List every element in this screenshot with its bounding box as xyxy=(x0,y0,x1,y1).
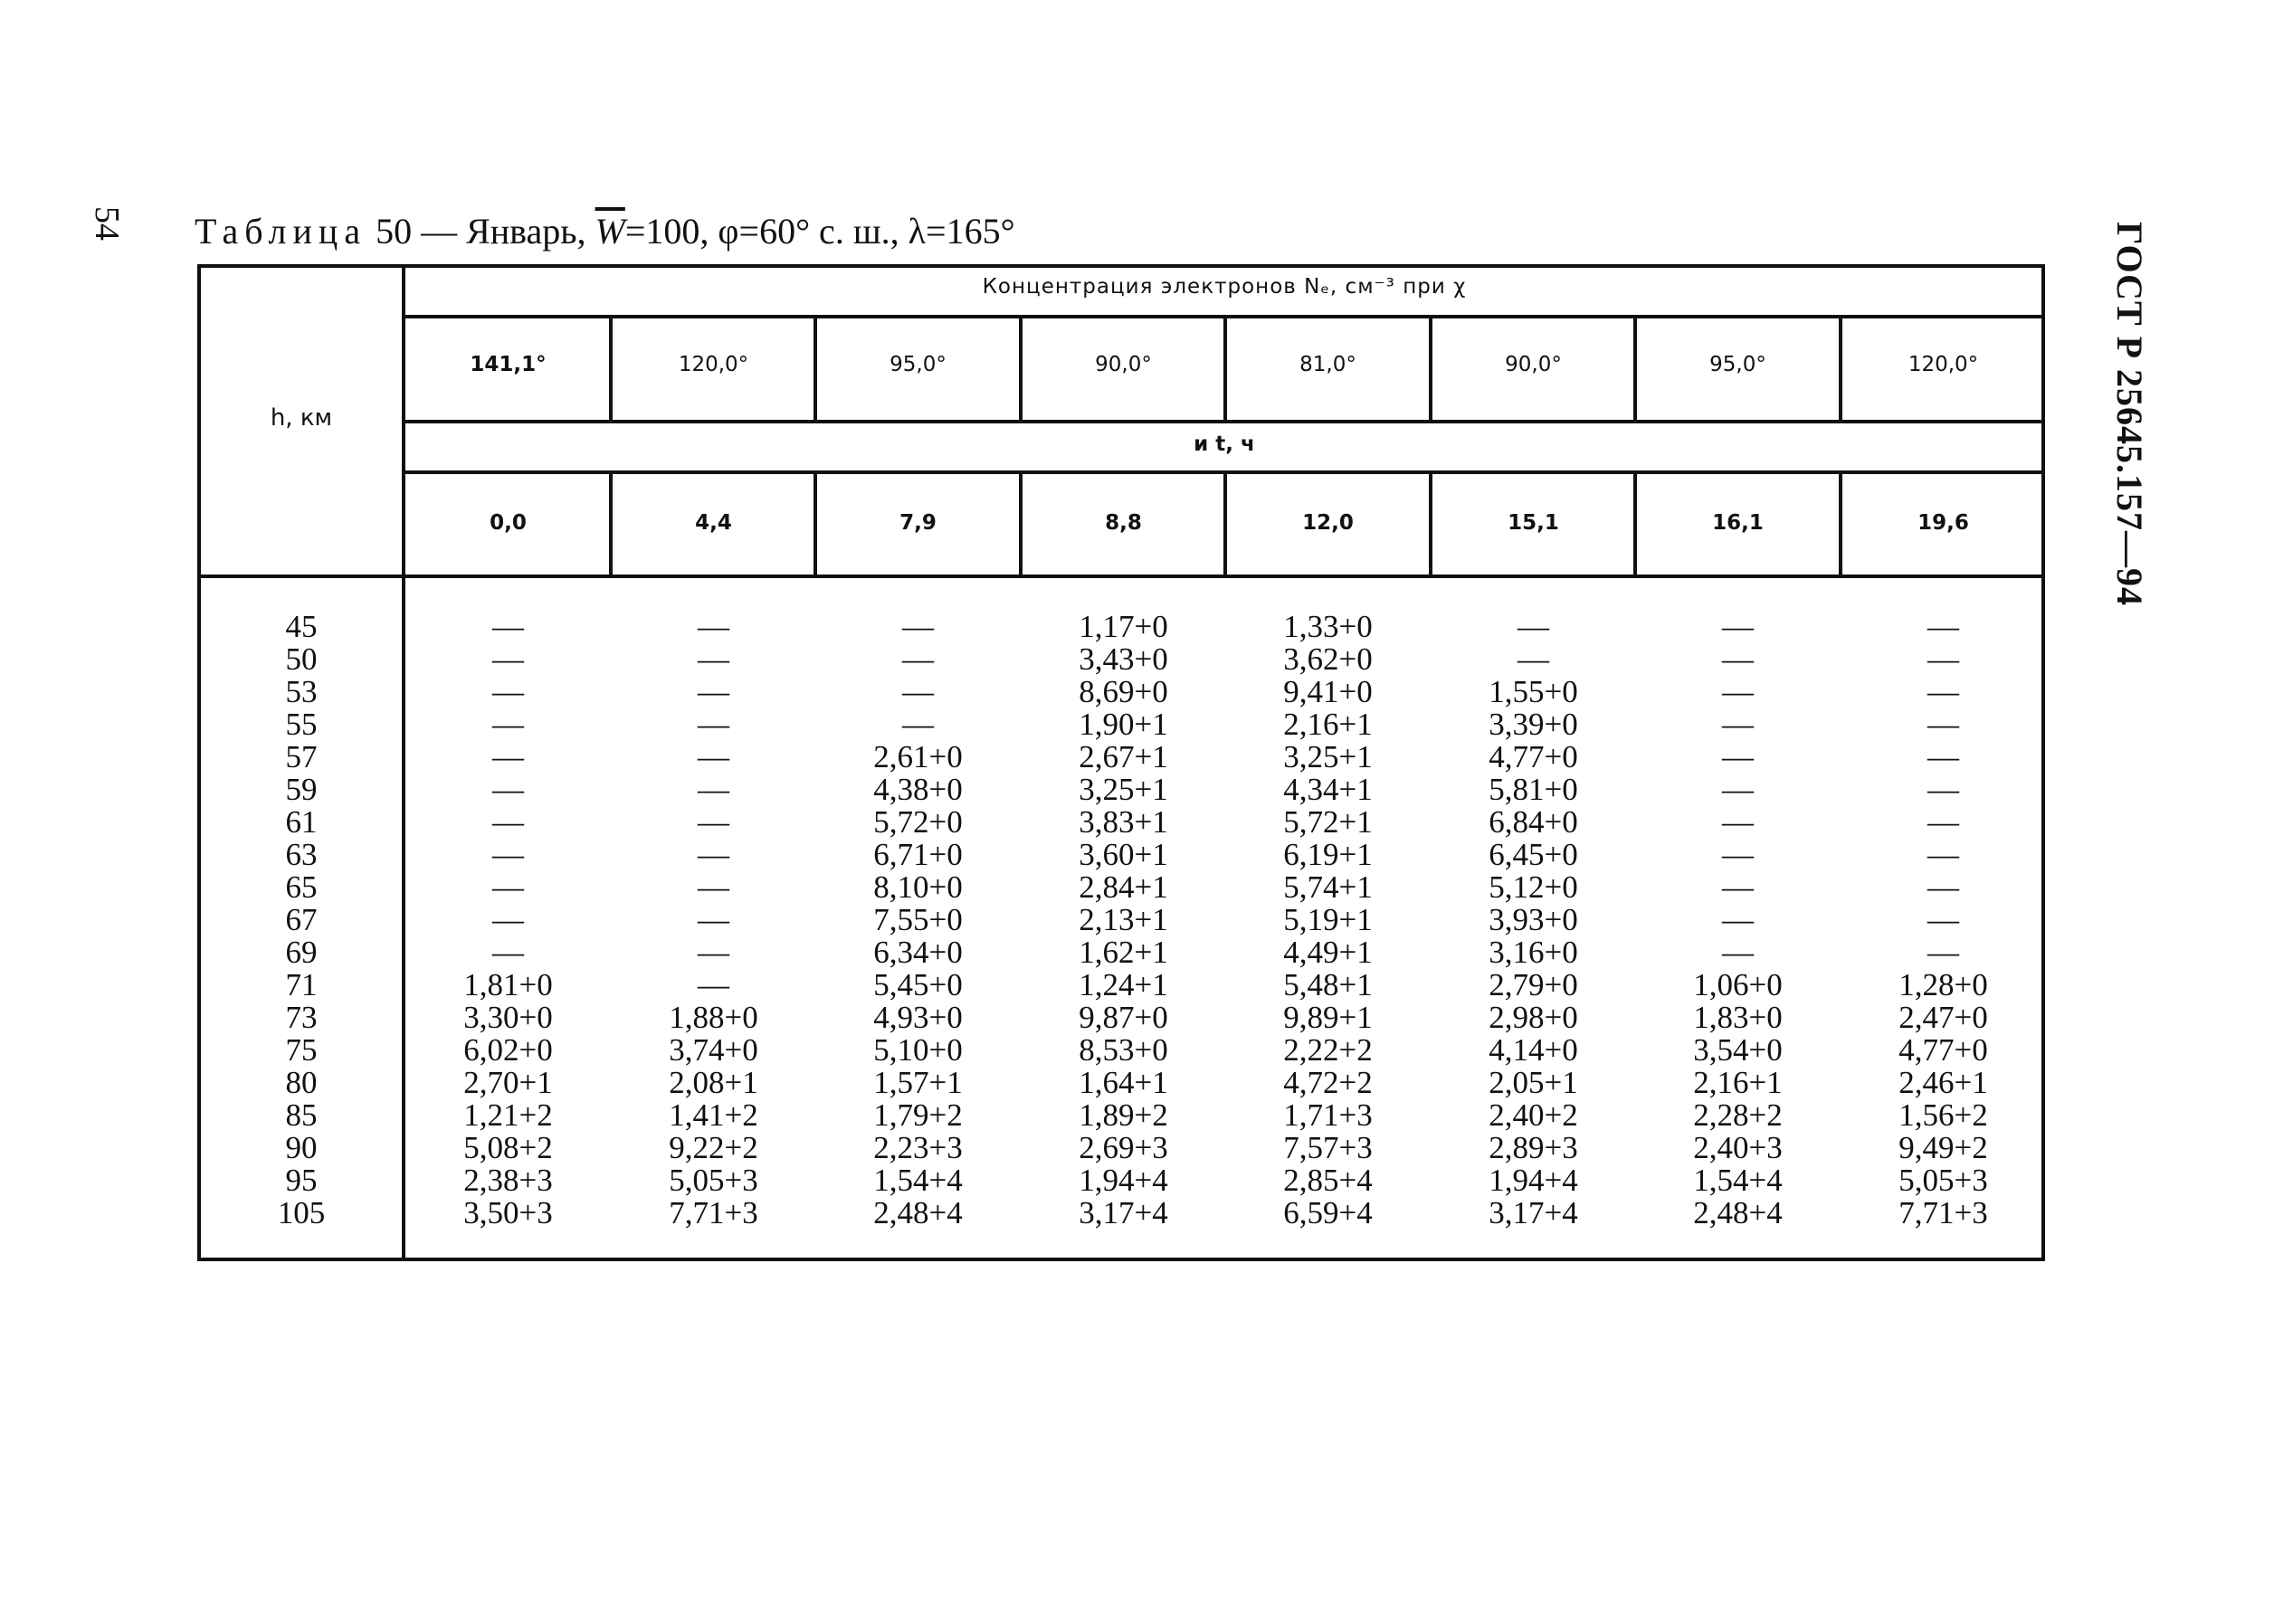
table-cell: — xyxy=(1518,609,1549,644)
table-cell: 2,48+4 xyxy=(1693,1195,1783,1230)
table-cell: 9,89+1 xyxy=(1283,1000,1373,1035)
table-cell: 3,50+3 xyxy=(463,1195,553,1230)
table-cell: 7,57+3 xyxy=(1283,1130,1373,1165)
table-cell: 6,84+0 xyxy=(1489,804,1578,840)
table-cell: — xyxy=(698,869,729,905)
data-column xyxy=(1021,611,1226,1230)
table-cell: 4,93+0 xyxy=(873,1000,963,1035)
t-header-cell: 4,4 xyxy=(695,511,732,535)
document-code: ГОСТ Р 25645.157—94 xyxy=(2109,222,2150,607)
height-cell: 53 xyxy=(285,674,318,709)
table-cell: 5,08+2 xyxy=(463,1130,553,1165)
table-cell: 6,19+1 xyxy=(1283,837,1373,872)
height-cell: 95 xyxy=(285,1163,318,1198)
table-cell: 3,25+1 xyxy=(1283,739,1373,774)
table-cell: 1,54+4 xyxy=(1693,1163,1783,1198)
table-cell: 1,89+2 xyxy=(1079,1097,1168,1133)
table-cell: — xyxy=(698,935,729,970)
height-column-header: h, км xyxy=(270,404,333,432)
caption-prefix: Таблица xyxy=(195,211,367,252)
table-cell: 2,13+1 xyxy=(1079,902,1168,937)
caption-number: 50 — Январь, xyxy=(376,211,586,252)
table-cell: — xyxy=(698,707,729,742)
table-cell: — xyxy=(1927,641,1959,677)
table-cell: — xyxy=(492,935,524,970)
table-cell: 2,70+1 xyxy=(463,1065,553,1100)
caption-params: =100, φ=60° с. ш., λ=165° xyxy=(624,211,1015,252)
table-cell: — xyxy=(698,674,729,709)
table-cell: — xyxy=(902,641,934,677)
table-cell: — xyxy=(492,674,524,709)
chi-header-cell: 81,0° xyxy=(1299,353,1356,376)
page-number: 54 xyxy=(88,206,126,241)
table-cell: — xyxy=(1722,902,1754,937)
table-cell: — xyxy=(492,707,524,742)
table-cell: 9,41+0 xyxy=(1283,674,1373,709)
height-cell: 73 xyxy=(285,1000,318,1035)
height-cell: 61 xyxy=(285,804,318,840)
table-main-header: Концентрация электронов Nₑ, см⁻³ при χ xyxy=(982,275,1467,299)
table-cell: 8,53+0 xyxy=(1079,1032,1168,1068)
table-cell: 1,06+0 xyxy=(1693,967,1783,1002)
table-cell: 7,71+3 xyxy=(669,1195,758,1230)
table-cell: 3,17+4 xyxy=(1489,1195,1578,1230)
time-header: и t, ч xyxy=(1194,432,1255,456)
table-cell: 6,59+4 xyxy=(1283,1195,1373,1230)
table-cell: 7,55+0 xyxy=(873,902,963,937)
table-cell: — xyxy=(698,772,729,807)
t-header-cell: 19,6 xyxy=(1917,511,1969,535)
t-header-cell: 7,9 xyxy=(899,511,937,535)
t-header-cell: 8,8 xyxy=(1105,511,1142,535)
table-cell: 2,67+1 xyxy=(1079,739,1168,774)
table-cell: 1,55+0 xyxy=(1489,674,1578,709)
height-cell: 57 xyxy=(285,739,318,774)
table-cell: 8,10+0 xyxy=(873,869,963,905)
table-cell: — xyxy=(1722,641,1754,677)
table-cell: — xyxy=(1722,869,1754,905)
table-cell: 3,60+1 xyxy=(1079,837,1168,872)
data-column xyxy=(1431,611,1636,1230)
table-cell: 2,61+0 xyxy=(873,739,963,774)
table-cell: 1,90+1 xyxy=(1079,707,1168,742)
table-cell: 5,72+0 xyxy=(873,804,963,840)
table-cell: — xyxy=(1927,739,1959,774)
chi-header-cell: 141,1° xyxy=(470,353,547,376)
table-cell: — xyxy=(1722,707,1754,742)
height-cell: 63 xyxy=(285,837,318,872)
table-cell: — xyxy=(1927,935,1959,970)
height-cell: 65 xyxy=(285,869,318,905)
table-cell: 2,48+4 xyxy=(873,1195,963,1230)
table-cell: 1,28+0 xyxy=(1898,967,1988,1002)
table-cell: 2,69+3 xyxy=(1079,1130,1168,1165)
table-cell: — xyxy=(1722,772,1754,807)
t-header-cell: 0,0 xyxy=(490,511,527,535)
table-cell: 5,05+3 xyxy=(669,1163,758,1198)
table-cell: — xyxy=(1722,739,1754,774)
table-cell: 2,89+3 xyxy=(1489,1130,1578,1165)
table-cell: 2,16+1 xyxy=(1693,1065,1783,1100)
table-cell: 5,48+1 xyxy=(1283,967,1373,1002)
table-cell: 3,16+0 xyxy=(1489,935,1578,970)
table-cell: 2,23+3 xyxy=(873,1130,963,1165)
table-cell: 4,34+1 xyxy=(1283,772,1373,807)
data-column xyxy=(815,611,1021,1230)
table-cell: — xyxy=(1722,804,1754,840)
table-cell: — xyxy=(1927,772,1959,807)
height-cell: 55 xyxy=(285,707,318,742)
table-cell: 1,71+3 xyxy=(1283,1097,1373,1133)
caption-w-symbol: $\overline{W}$ xyxy=(595,211,625,252)
table-cell: 2,22+2 xyxy=(1283,1032,1373,1068)
data-column xyxy=(1841,611,2046,1230)
table-cell: — xyxy=(1927,707,1959,742)
table-cell: 1,83+0 xyxy=(1693,1000,1783,1035)
height-cell: 71 xyxy=(285,967,318,1002)
table-cell: 1,57+1 xyxy=(873,1065,963,1100)
table-cell: 5,05+3 xyxy=(1898,1163,1988,1198)
table-cell: — xyxy=(1927,902,1959,937)
table-cell: 1,56+2 xyxy=(1898,1097,1988,1133)
t-header-cell: 12,0 xyxy=(1302,511,1354,535)
table-cell: — xyxy=(492,837,524,872)
table-cell: 1,94+4 xyxy=(1079,1163,1168,1198)
table-cell: 1,21+2 xyxy=(463,1097,553,1133)
chi-header-cell: 90,0° xyxy=(1505,353,1562,376)
table-cell: 1,64+1 xyxy=(1079,1065,1168,1100)
table-cell: 5,81+0 xyxy=(1489,772,1578,807)
chi-header-cell: 95,0° xyxy=(890,353,947,376)
table-cell: 3,43+0 xyxy=(1079,641,1168,677)
table-cell: — xyxy=(1927,674,1959,709)
table-cell: 2,38+3 xyxy=(463,1163,553,1198)
table-cell: 2,28+2 xyxy=(1693,1097,1783,1133)
table-cell: 6,71+0 xyxy=(873,837,963,872)
table-caption xyxy=(195,210,1015,252)
table-cell: — xyxy=(1927,837,1959,872)
table-cell: 4,77+0 xyxy=(1898,1032,1988,1068)
table-cell: 2,79+0 xyxy=(1489,967,1578,1002)
table-cell: — xyxy=(698,609,729,644)
table-cell: 2,47+0 xyxy=(1898,1000,1988,1035)
table-cell: 9,49+2 xyxy=(1898,1130,1988,1165)
table-cell: — xyxy=(492,902,524,937)
table-cell: — xyxy=(492,609,524,644)
table-cell: 9,87+0 xyxy=(1079,1000,1168,1035)
table-cell: 5,72+1 xyxy=(1283,804,1373,840)
table-cell: 3,83+1 xyxy=(1079,804,1168,840)
t-header-cell: 15,1 xyxy=(1508,511,1559,535)
height-cell: 59 xyxy=(285,772,318,807)
table-cell: 1,88+0 xyxy=(669,1000,758,1035)
t-header-cell: 16,1 xyxy=(1712,511,1764,535)
table-cell: 1,17+0 xyxy=(1079,609,1168,644)
table-cell: 2,98+0 xyxy=(1489,1000,1578,1035)
table-cell: 1,41+2 xyxy=(669,1097,758,1133)
header-rule xyxy=(404,420,2045,423)
table-bottom-rule xyxy=(197,1258,2045,1261)
table-cell: 6,34+0 xyxy=(873,935,963,970)
table-cell: 2,46+1 xyxy=(1898,1065,1988,1100)
data-column xyxy=(1635,611,1841,1230)
table-cell: 3,39+0 xyxy=(1489,707,1578,742)
table-cell: 1,33+0 xyxy=(1283,609,1373,644)
height-cell: 75 xyxy=(285,1032,318,1068)
height-cell: 90 xyxy=(285,1130,318,1165)
table-cell: — xyxy=(492,739,524,774)
table-cell: 9,22+2 xyxy=(669,1130,758,1165)
table-cell: 1,81+0 xyxy=(463,967,553,1002)
table-cell: 1,54+4 xyxy=(873,1163,963,1198)
table-cell: 4,38+0 xyxy=(873,772,963,807)
table-cell: 2,85+4 xyxy=(1283,1163,1373,1198)
table-cell: — xyxy=(698,641,729,677)
table-cell: — xyxy=(492,804,524,840)
table-cell: 1,24+1 xyxy=(1079,967,1168,1002)
table-cell: 4,49+1 xyxy=(1283,935,1373,970)
height-column xyxy=(197,611,405,1230)
table-cell: — xyxy=(698,739,729,774)
table-cell: — xyxy=(1722,837,1754,872)
table-cell: — xyxy=(902,609,934,644)
table-cell: — xyxy=(492,869,524,905)
data-column xyxy=(405,611,611,1230)
height-cell: 45 xyxy=(285,609,318,644)
table-cell: — xyxy=(492,772,524,807)
table-cell: — xyxy=(698,902,729,937)
table-cell: 6,02+0 xyxy=(463,1032,553,1068)
table-cell: — xyxy=(1927,804,1959,840)
electron-concentration-table xyxy=(197,264,2045,1261)
height-cell: 80 xyxy=(285,1065,318,1100)
table-cell: — xyxy=(1927,869,1959,905)
table-cell: 2,84+1 xyxy=(1079,869,1168,905)
table-cell: 3,74+0 xyxy=(669,1032,758,1068)
table-cell: 8,69+0 xyxy=(1079,674,1168,709)
table-cell: — xyxy=(492,641,524,677)
table-cell: — xyxy=(1722,935,1754,970)
chi-header-cell: 120,0° xyxy=(678,353,749,376)
table-cell: 1,62+1 xyxy=(1079,935,1168,970)
table-cell: 5,45+0 xyxy=(873,967,963,1002)
data-column xyxy=(1225,611,1431,1230)
table-cell: 5,74+1 xyxy=(1283,869,1373,905)
table-cell: 4,77+0 xyxy=(1489,739,1578,774)
table-top-rule xyxy=(197,264,2045,268)
table-cell: 1,94+4 xyxy=(1489,1163,1578,1198)
table-cell: 7,71+3 xyxy=(1898,1195,1988,1230)
height-cell: 50 xyxy=(285,641,318,677)
table-cell: 6,45+0 xyxy=(1489,837,1578,872)
table-cell: 3,17+4 xyxy=(1079,1195,1168,1230)
table-cell: — xyxy=(698,804,729,840)
table-cell: 4,72+2 xyxy=(1283,1065,1373,1100)
header-bottom-rule xyxy=(197,575,2045,578)
table-cell: — xyxy=(698,967,729,1002)
chi-header-cell: 120,0° xyxy=(1908,353,1979,376)
table-cell: 5,12+0 xyxy=(1489,869,1578,905)
table-cell: — xyxy=(1722,609,1754,644)
table-cell: 2,05+1 xyxy=(1489,1065,1578,1100)
table-cell: — xyxy=(902,707,934,742)
table-cell: 5,19+1 xyxy=(1283,902,1373,937)
table-cell: 2,40+3 xyxy=(1693,1130,1783,1165)
table-cell: 2,16+1 xyxy=(1283,707,1373,742)
table-cell: 2,40+2 xyxy=(1489,1097,1578,1133)
table-cell: 3,93+0 xyxy=(1489,902,1578,937)
table-cell: 3,62+0 xyxy=(1283,641,1373,677)
height-cell: 67 xyxy=(285,902,318,937)
table-cell: 3,25+1 xyxy=(1079,772,1168,807)
table-cell: — xyxy=(902,674,934,709)
table-cell: 2,08+1 xyxy=(669,1065,758,1100)
table-cell: 5,10+0 xyxy=(873,1032,963,1068)
height-cell: 105 xyxy=(277,1195,326,1230)
chi-header-cell: 90,0° xyxy=(1095,353,1152,376)
table-cell: — xyxy=(698,837,729,872)
data-column xyxy=(611,611,816,1230)
height-cell: 85 xyxy=(285,1097,318,1133)
table-cell: 3,54+0 xyxy=(1693,1032,1783,1068)
table-cell: 3,30+0 xyxy=(463,1000,553,1035)
table-cell: — xyxy=(1927,609,1959,644)
height-cell: 69 xyxy=(285,935,318,970)
table-cell: 4,14+0 xyxy=(1489,1032,1578,1068)
table-cell: — xyxy=(1722,674,1754,709)
table-cell: 1,79+2 xyxy=(873,1097,963,1133)
chi-header-cell: 95,0° xyxy=(1709,353,1766,376)
table-cell: — xyxy=(1518,641,1549,677)
